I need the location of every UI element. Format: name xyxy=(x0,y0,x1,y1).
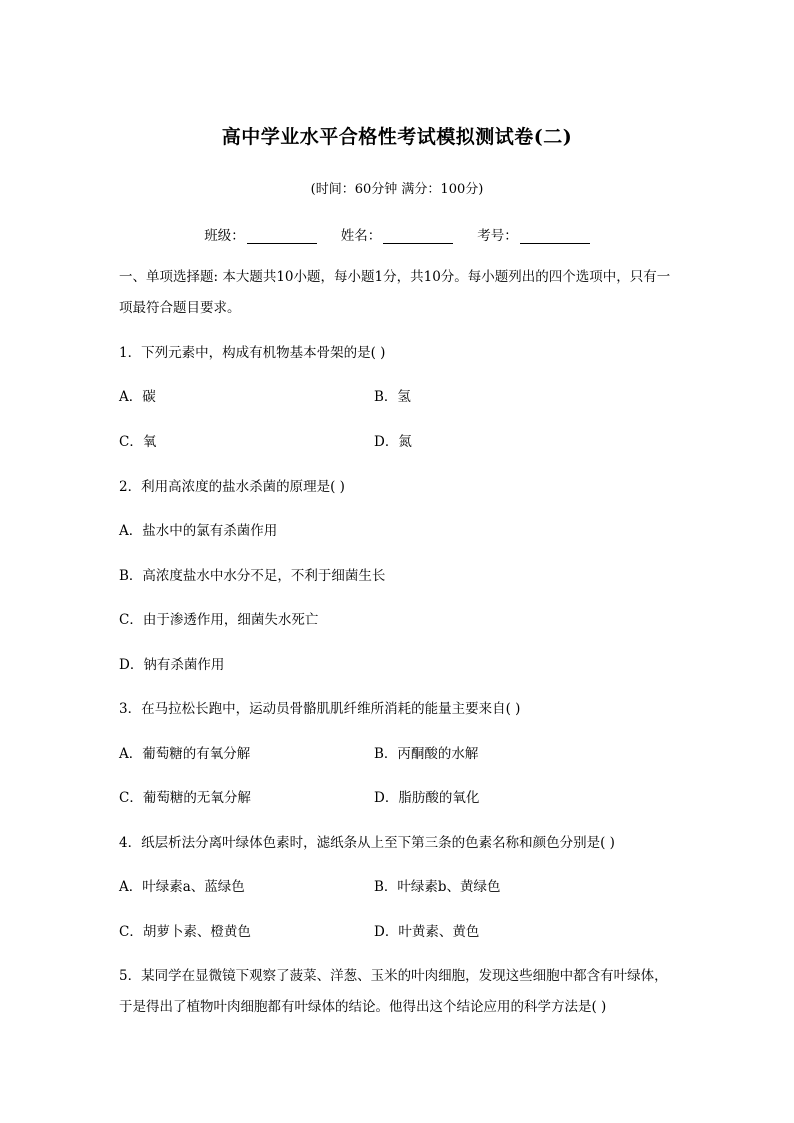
class-field xyxy=(204,224,317,244)
question-3-option-b: B．丙酮酸的水解 xyxy=(374,746,479,762)
question-2-option-b: B．高浓度盐水中水分不足，不利于细菌生长 xyxy=(119,568,386,584)
exam-number-blank[interactable] xyxy=(520,229,590,244)
question-2-option-c: C．由于渗透作用，细菌失水死亡 xyxy=(119,612,319,628)
question-4-option-d: D．叶黄素、黄色 xyxy=(374,924,480,940)
exam-time-score: (时间：60分钟 满分：100分) xyxy=(310,182,484,197)
class-label: 班级： xyxy=(204,228,245,244)
question-2-option-a: A．盐水中的氯有杀菌作用 xyxy=(119,523,278,539)
exam-number-field xyxy=(477,224,590,244)
question-2-stem: 2．利用高浓度的盐水杀菌的原理是( ) xyxy=(119,479,345,495)
question-5-stem-line-2: 于是得出了植物叶肉细胞都有叶绿体的结论。他得出这个结论应用的科学方法是( ) xyxy=(119,999,607,1015)
exam-number-label: 考号： xyxy=(477,228,518,244)
question-4-option-c: C．胡萝卜素、橙黄色 xyxy=(119,924,251,940)
question-1-option-a: A．碳 xyxy=(119,389,156,405)
section-instruction: 一、单项选择题: 本大题共10小题，每小题1分，共10分。每小题列出的四个选项中，只有一项最符合题目要求。 xyxy=(119,269,671,316)
question-2-option-d: D．钠有杀菌作用 xyxy=(119,657,225,673)
name-label: 姓名： xyxy=(340,228,382,244)
question-3-option-d: D．脂肪酸的氧化 xyxy=(374,790,480,806)
question-1-stem: 1．下列元素中，构成有机物基本骨架的是( ) xyxy=(119,345,386,361)
student-info-row xyxy=(0,224,794,244)
question-3-option-c: C．葡萄糖的无氧分解 xyxy=(119,790,251,806)
name-blank[interactable] xyxy=(383,229,453,244)
question-4-stem: 4．纸层析法分离叶绿体色素时，滤纸条从上至下第三条的色素名称和颜色分别是( ) xyxy=(119,835,615,851)
question-4-option-a: A．叶绿素a、蓝绿色 xyxy=(119,879,245,895)
question-3-option-a: A．葡萄糖的有氧分解 xyxy=(119,746,251,762)
question-4-option-b: B．叶绿素b、黄绿色 xyxy=(374,879,501,895)
question-3-stem: 3．在马拉松长跑中，运动员骨骼肌肌纤维所消耗的能量主要来自( ) xyxy=(119,701,521,717)
page-title: 高中学业水平合格性考试模拟测试卷(二) xyxy=(221,126,573,148)
question-1-option-b: B．氢 xyxy=(374,389,411,405)
name-field xyxy=(341,224,454,244)
question-1-option-d: D．氮 xyxy=(374,434,412,450)
question-1-option-c: C．氧 xyxy=(119,434,157,450)
question-5-stem-line-1: 5．某同学在显微镜下观察了菠菜、洋葱、玉米的叶肉细胞，发现这些细胞中都含有叶绿体， xyxy=(119,968,668,984)
class-blank[interactable] xyxy=(247,229,317,244)
